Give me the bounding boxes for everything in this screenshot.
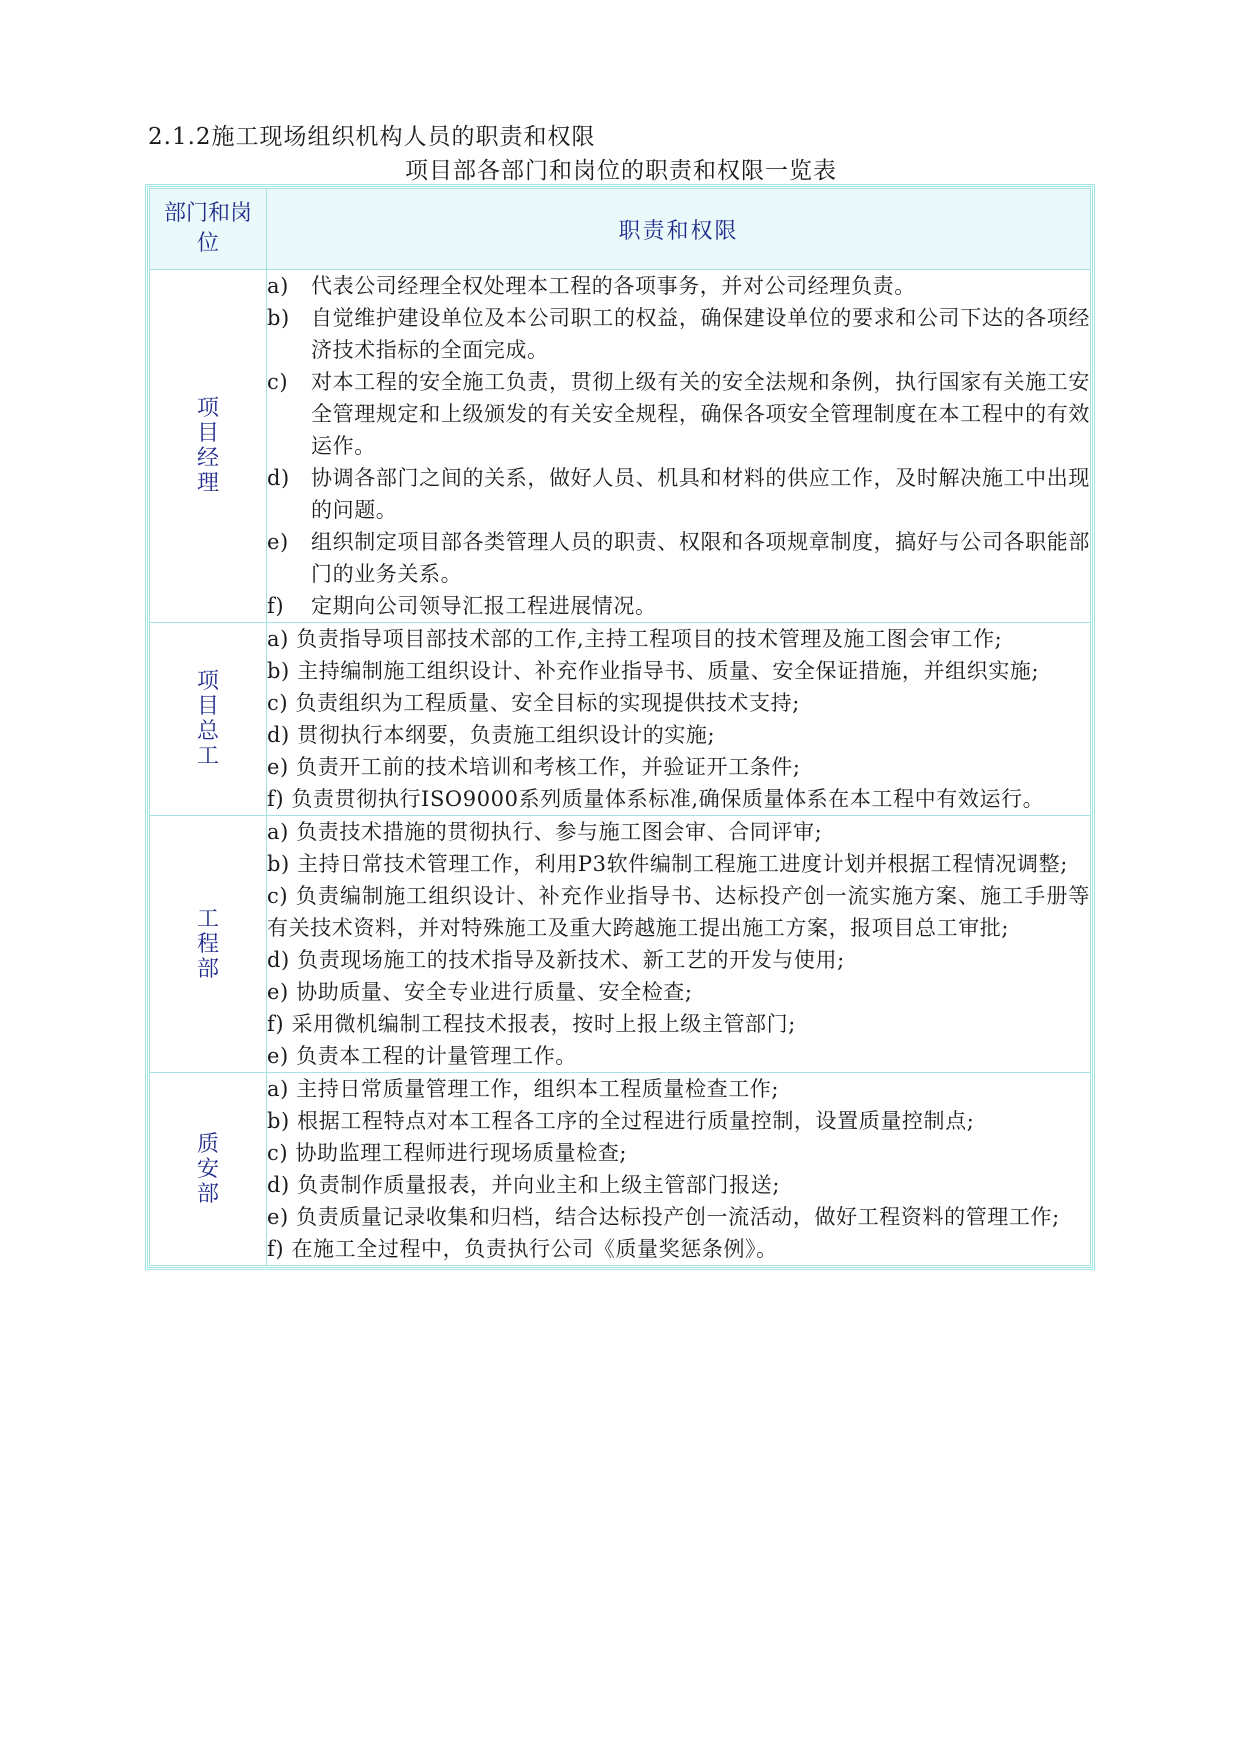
duty-item-text: 代表公司经理全权处理本工程的各项事务，并对公司经理负责。 <box>311 274 916 298</box>
duty-item-marker: c) <box>267 1141 289 1165</box>
duty-item <box>267 944 1090 976</box>
duty-item-marker: e) <box>267 755 289 779</box>
dept-char: 部 <box>196 956 219 982</box>
duty-item-text: 负责组织为工程质量、安全目标的实现提供技术支持; <box>295 691 800 715</box>
duty-cell <box>267 270 1091 623</box>
duty-item-marker: f) <box>267 787 285 811</box>
duty-cell <box>267 1073 1091 1266</box>
duty-item-text: 定期向公司领导汇报工程进展情况。 <box>311 594 657 618</box>
duty-item <box>267 1040 1090 1072</box>
duty-item <box>267 270 1090 302</box>
duty-table <box>149 188 1091 1266</box>
duty-item-marker: e) <box>267 1044 289 1068</box>
duty-item <box>267 880 1090 944</box>
duty-item-marker: f) <box>267 594 285 618</box>
duty-item-text: 贯彻执行本纲要，负责施工组织设计的实施; <box>297 723 716 747</box>
table-row-project-manager <box>150 270 1091 623</box>
section-heading: 2.1.2施工现场组织机构人员的职责和权限 <box>148 124 596 150</box>
duty-item <box>267 462 1090 526</box>
duty-item <box>267 1073 1090 1105</box>
dept-cell <box>150 270 267 623</box>
duty-item <box>267 623 1090 655</box>
dept-char: 目 <box>196 421 219 446</box>
dept-char: 总 <box>196 719 219 744</box>
duty-item-marker: f) <box>267 1012 285 1036</box>
duty-item-marker: d) <box>267 723 290 747</box>
duty-item-marker: e) <box>267 1205 289 1229</box>
dept-char: 经 <box>196 446 219 471</box>
dept-char: 工 <box>196 744 219 769</box>
duty-item <box>267 687 1090 719</box>
duty-item-text: 负责现场施工的技术指导及新技术、新工艺的开发与使用; <box>297 948 845 972</box>
duty-item-marker: b) <box>267 1109 290 1133</box>
duty-item-marker: b) <box>267 852 290 876</box>
header-duty-cell <box>267 189 1091 270</box>
header-duty-label: 职责和权限 <box>618 218 739 244</box>
duty-item <box>267 526 1090 590</box>
duty-item-text: 负责开工前的技术培训和考核工作，并验证开工条件; <box>296 755 801 779</box>
duty-item <box>267 1233 1090 1265</box>
duty-item <box>267 655 1090 687</box>
dept-char: 部 <box>196 1181 219 1207</box>
duty-item <box>267 751 1090 783</box>
duty-item <box>267 816 1090 848</box>
duty-item-text: 组织制定项目部各类管理人员的职责、权限和各项规章制度，搞好与公司各职能部门的业务关系。 <box>311 530 1090 586</box>
dept-char: 项 <box>196 669 219 694</box>
duty-item <box>267 590 1090 622</box>
duty-item-marker: f) <box>267 1237 285 1261</box>
duty-item-marker: c) <box>267 884 289 908</box>
duty-item <box>267 783 1090 815</box>
duty-item-marker: c) <box>267 370 289 394</box>
duty-table-frame <box>145 184 1095 1270</box>
dept-char: 安 <box>196 1156 219 1182</box>
duty-item-text: 负责编制施工组织设计、补充作业指导书、达标投产创一流实施方案、施工手册等有关技术资料，并对特殊施工及重大跨越施工提出施工方案，报项目总工审批; <box>267 884 1090 940</box>
duty-item-marker: b) <box>267 659 290 683</box>
duty-cell <box>267 816 1091 1073</box>
dept-cell <box>150 623 267 816</box>
duty-item-text: 负责贯彻执行ISO9000系列质量体系标准,确保质量体系在本工程中有效运行。 <box>291 787 1045 811</box>
duty-item <box>267 848 1090 880</box>
duty-item-marker: d) <box>267 1173 290 1197</box>
duty-item-text: 自觉维护建设单位及本公司职工的权益，确保建设单位的要求和公司下达的各项经济技术指标的全面完成。 <box>311 306 1090 362</box>
table-row-quality-safety-dept <box>150 1073 1091 1266</box>
dept-char: 工 <box>196 906 219 932</box>
duty-item-marker: b) <box>267 306 290 330</box>
header-dept-line: 位 <box>196 231 219 256</box>
duty-cell <box>267 623 1091 816</box>
table-row-engineering-dept <box>150 816 1091 1073</box>
dept-char: 项 <box>196 396 219 421</box>
duty-item-marker: d) <box>267 948 290 972</box>
duty-item-text: 协助监理工程师进行现场质量检查; <box>295 1141 628 1165</box>
duty-item-marker: a) <box>267 627 289 651</box>
duty-item <box>267 302 1090 366</box>
duty-item-text: 主持日常技术管理工作，利用P3软件编制工程施工进度计划并根据工程情况调整; <box>297 852 1068 876</box>
table-row-chief-engineer <box>150 623 1091 816</box>
duty-item-marker: a) <box>267 274 289 298</box>
dept-char: 质 <box>196 1131 219 1157</box>
dept-char: 目 <box>196 694 219 719</box>
dept-char: 程 <box>196 931 219 957</box>
duty-item-text: 负责制作质量报表，并向业主和上级主管部门报送; <box>297 1173 780 1197</box>
duty-item <box>267 1169 1090 1201</box>
duty-item-text: 负责本工程的计量管理工作。 <box>296 1044 577 1068</box>
duty-item-marker: a) <box>267 820 289 844</box>
header-dept-line: 部门和岗 <box>163 201 252 226</box>
duty-item-text: 主持编制施工组织设计、补充作业指导书、质量、安全保证措施，并组织实施; <box>297 659 1040 683</box>
duty-item-text: 协助质量、安全专业进行质量、安全检查; <box>296 980 693 1004</box>
duty-item-text: 负责质量记录收集和归档，结合达标投产创一流活动，做好工程资料的管理工作; <box>296 1205 1060 1229</box>
dept-cell <box>150 1073 267 1266</box>
duty-item <box>267 719 1090 751</box>
duty-item <box>267 1105 1090 1137</box>
duty-item <box>267 1008 1090 1040</box>
duty-item-marker: e) <box>267 530 289 554</box>
duty-item-marker: d) <box>267 466 290 490</box>
table-header-row <box>150 189 1091 270</box>
duty-item <box>267 366 1090 462</box>
duty-item <box>267 1201 1090 1233</box>
table-caption: 项目部各部门和岗位的职责和权限一览表 <box>405 158 837 184</box>
duty-item-marker: c) <box>267 691 289 715</box>
duty-item-text: 采用微机编制工程技术报表，按时上报上级主管部门; <box>291 1012 796 1036</box>
duty-item-marker: e) <box>267 980 289 1004</box>
duty-item-text: 根据工程特点对本工程各工序的全过程进行质量控制，设置质量控制点; <box>297 1109 975 1133</box>
duty-item-text: 主持日常质量管理工作，组织本工程质量检查工作; <box>296 1077 780 1101</box>
duty-item <box>267 976 1090 1008</box>
duty-item-text: 负责技术措施的贯彻执行、参与施工图会审、合同评审; <box>296 820 823 844</box>
duty-item-marker: a) <box>267 1077 289 1101</box>
duty-item-text: 负责指导项目部技术部的工作,主持工程项目的技术管理及施工图会审工作; <box>296 627 1003 651</box>
duty-item <box>267 1137 1090 1169</box>
dept-char: 理 <box>196 471 219 496</box>
dept-cell <box>150 816 267 1073</box>
duty-item-text: 在施工全过程中，负责执行公司《质量奖惩条例》。 <box>291 1237 778 1261</box>
duty-item-text: 对本工程的安全施工负责，贯彻上级有关的安全法规和条例，执行国家有关施工安全管理规定和上级颁发的有关安全规程，确保各项安全管理制度在本工程中的有效运作。 <box>311 370 1090 458</box>
duty-item-text: 协调各部门之间的关系，做好人员、机具和材料的供应工作，及时解决施工中出现的问题。 <box>311 466 1090 522</box>
header-dept-cell <box>150 189 267 270</box>
